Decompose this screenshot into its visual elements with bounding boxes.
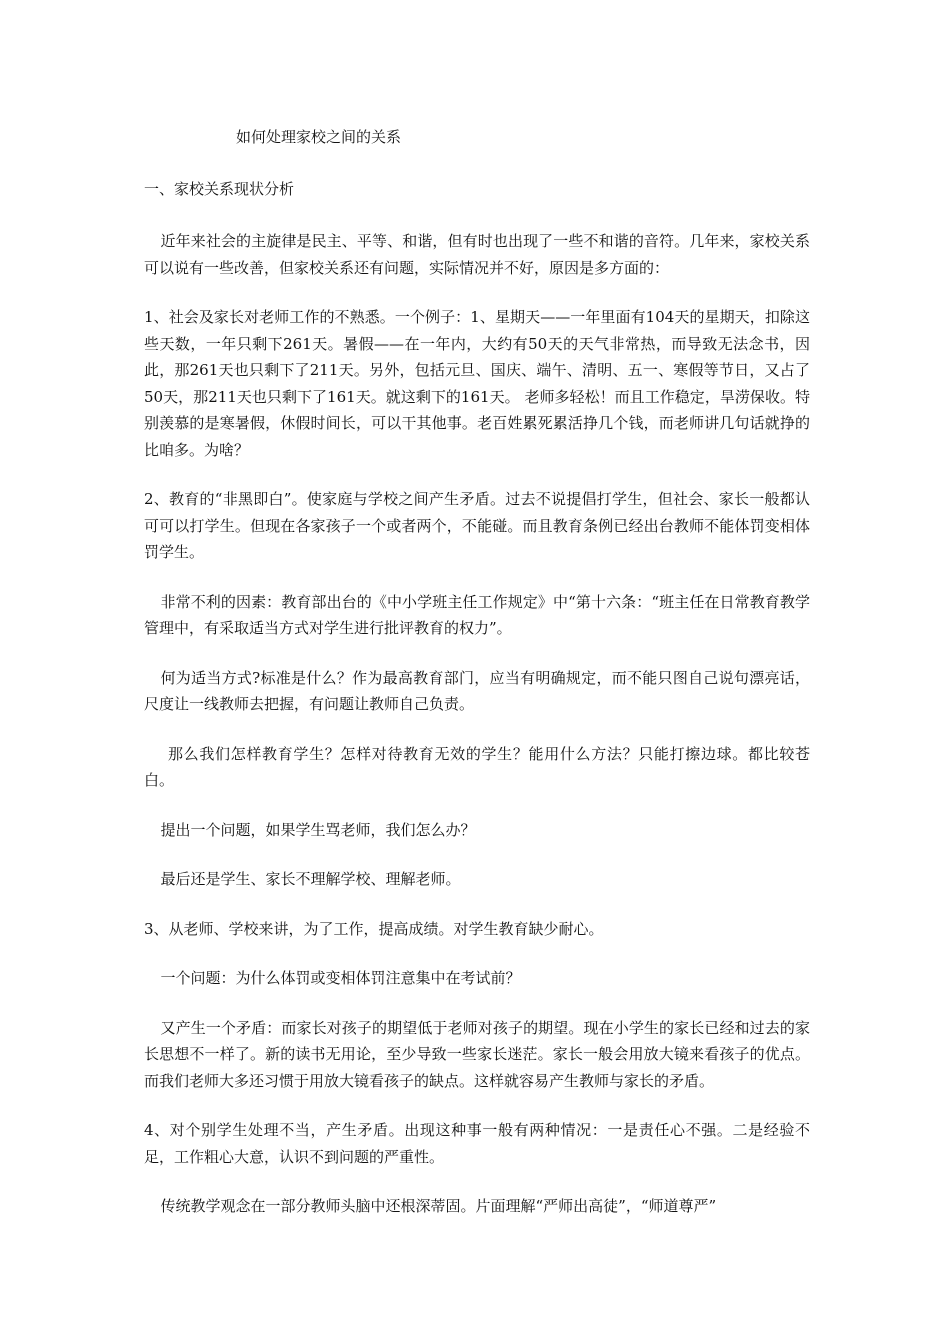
paragraph-contradiction: 又产生一个矛盾：而家长对孩子的期望低于老师对孩子的期望。现在小学生的家长已经和过去的家长思想不一样了。新的读书无用论，至少导致一些家长迷茫。家长一般会用放大镜来看孩子的优点。而我们老师大多还习惯于用放大镜看孩子的缺点。这样就容易产生教师与家长的矛盾。 (144, 1018, 810, 1090)
section-heading: 一、家校关系现状分析 (144, 180, 295, 198)
paragraph-appropriate-method: 何为适当方式?标准是什么？作为最高教育部门，应当有明确规定，而不能只图自己说句漂亮话，尺度让一线教师去把握，有问题让教师自己负责。 (144, 668, 810, 713)
paragraph-intro: 近年来社会的主旋律是民主、平等、和谐，但有时也出现了一些不和谐的音符。几年来，家校关系可以说有一些改善，但家校关系还有问题，实际情况并不好，原因是多方面的： (144, 232, 810, 277)
paragraph-how-to-educate: 那么我们怎样教育学生？怎样对待教育无效的学生？能用什么方法？只能打擦边球。都比较苍白。 (144, 744, 810, 789)
paragraph-question: 提出一个问题，如果学生骂老师，我们怎么办？ (160, 820, 476, 839)
paragraph-conclusion: 最后还是学生、家长不理解学校、理解老师。 (160, 870, 461, 888)
paragraph-point-4: 4、对个别学生处理不当，产生矛盾。出现这种事一般有两种情况：一是责任心不强。二是经验不足，工作粗心大意，认识不到问题的严重性。 (144, 1121, 810, 1166)
paragraph-point-3: 3、从老师、学校来讲，为了工作，提高成绩。对学生教育缺少耐心。 (144, 919, 604, 938)
paragraph-exam-question: 一个问题：为什么体罚或变相体罚注意集中在考试前？ (160, 969, 521, 987)
document-title: 如何处理家校之间的关系 (236, 128, 402, 146)
document-page (144, 124, 810, 1243)
paragraph-traditional-concept: 传统教学观念在一部分教师头脑中还根深蒂固。片面理解“严师出高徒”，“师道尊严” (160, 1197, 717, 1215)
paragraph-point-1: 1、社会及家长对老师工作的不熟悉。一个例子：1、星期天——一年里面有104天的星期天，扣除这些天数，一年只剩下261天。暑假——在一年内，大约有50天的天气非常热，而导致无法念书，因此，那261天也只剩下了211天。另外，包括元旦、国庆、端午、清明、五一、寒假等节日，又占了50天，那211天也只剩下了161天。就这剩下的161天。 老师多轻松！而且工作稳定，旱涝保收。特别羡慕的是寒暑假，休假时间长，可以干其他事。老百姓累死累活挣几个钱，而老师讲几句话就挣的比咱多。为啥？ (144, 308, 811, 459)
paragraph-point-2: 2、教育的“非黑即白”。使家庭与学校之间产生矛盾。过去不说提倡打学生，但社会、家长一般都认可可以打学生。但现在各家孩子一个或者两个，不能碰。而且教育条例已经出台教师不能体罚变相体罚学生。 (144, 490, 810, 561)
paragraph-unfavorable-factor: 非常不利的因素：教育部出台的《中小学班主任工作规定》中“第十六条：“班主任在日常教育教学管理中，有采取适当方式对学生进行批评教育的权力”。 (144, 592, 810, 637)
